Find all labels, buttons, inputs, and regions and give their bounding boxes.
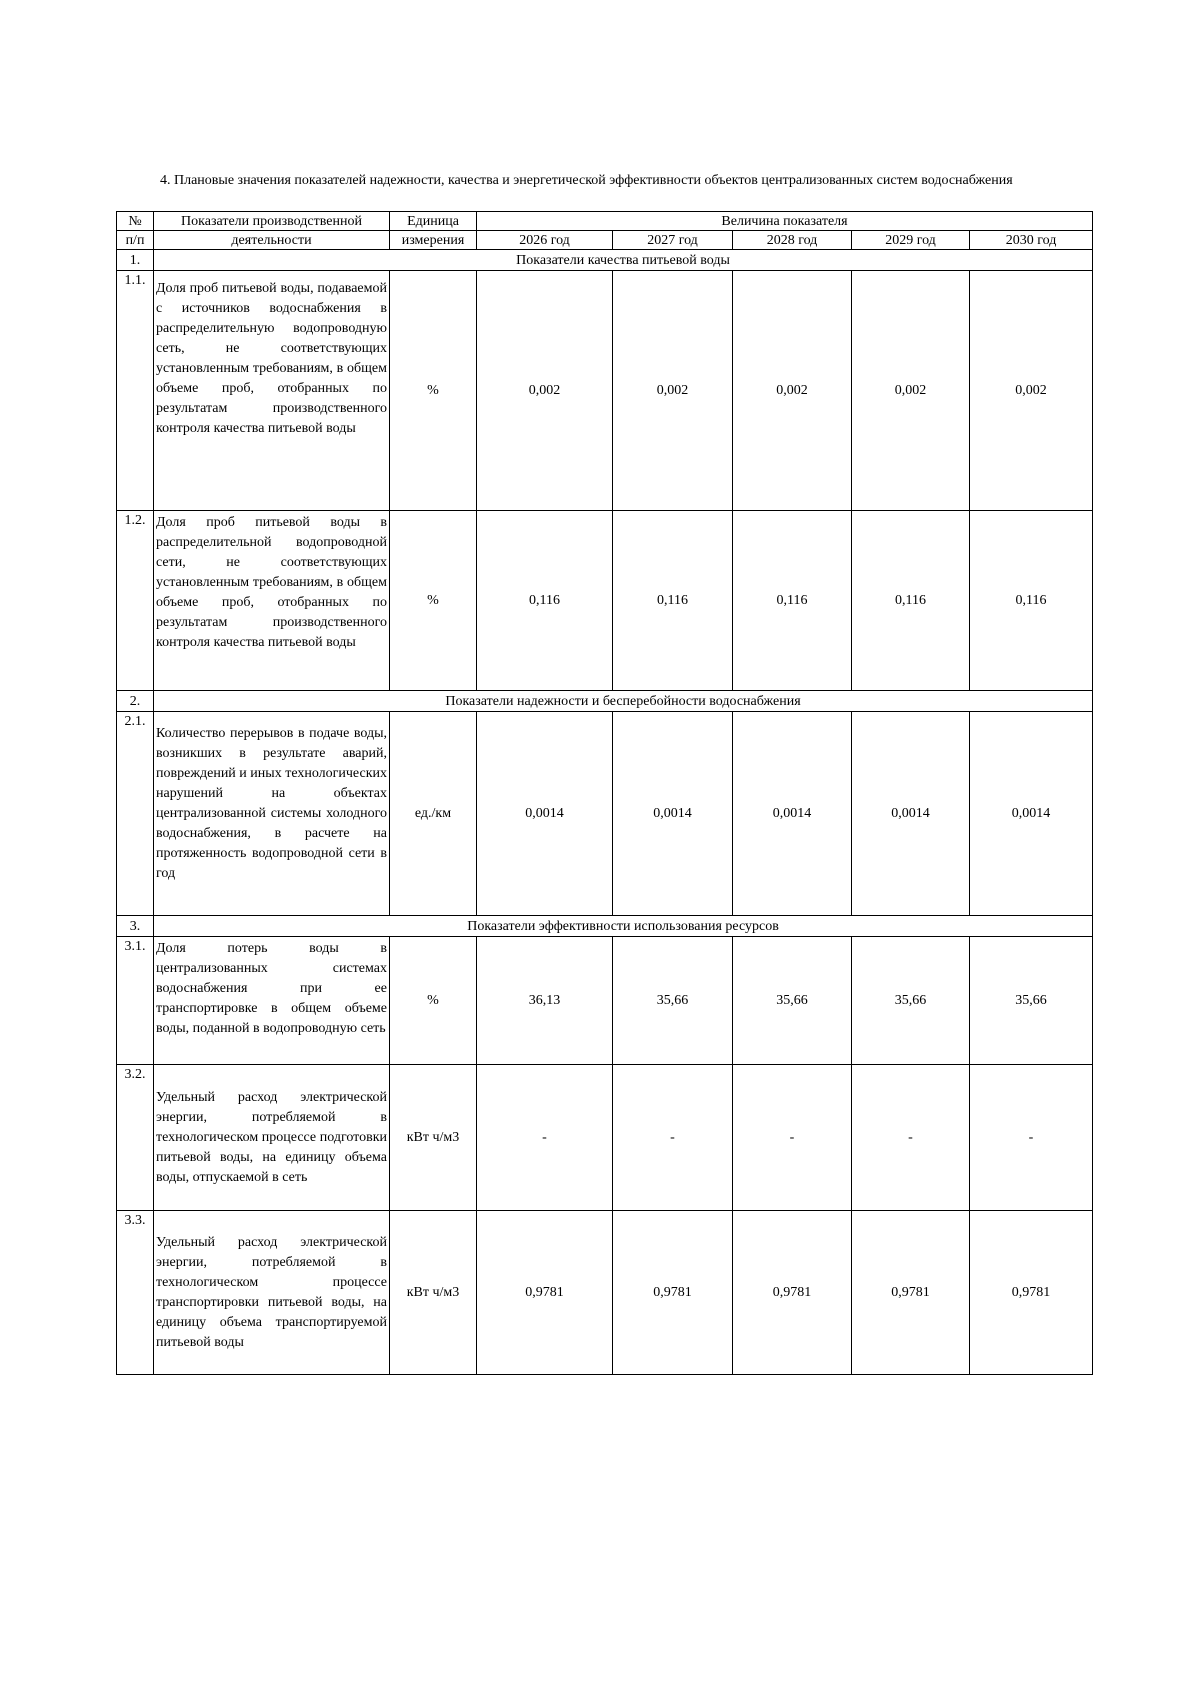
- table-row: [117, 1065, 1093, 1211]
- unit-cell: %: [390, 937, 477, 1065]
- table-row: [117, 712, 1093, 916]
- value-2026: -: [477, 1065, 613, 1211]
- value-2026: 0,0014: [477, 712, 613, 916]
- value-2027: 0,9781: [613, 1211, 733, 1375]
- header-value-group: Величина показателя: [477, 212, 1093, 231]
- table-row: [117, 1211, 1093, 1375]
- row-number: 2.1.: [117, 712, 154, 916]
- value-2030: -: [970, 1065, 1093, 1211]
- unit-cell: %: [390, 271, 477, 511]
- value-2026: 36,13: [477, 937, 613, 1065]
- value-2029: 0,002: [852, 271, 970, 511]
- value-2028: 35,66: [733, 937, 852, 1065]
- value-2028: 0,0014: [733, 712, 852, 916]
- value-2030: 35,66: [970, 937, 1093, 1065]
- header-num-top: №: [117, 212, 154, 231]
- row-number: 1.2.: [117, 511, 154, 691]
- indicator-description: Удельный расход электрической энергии, потребляемой в технологическом процессе транспортировки питьевой воды, на единицу объема транспортируемой питьевой воды: [154, 1211, 390, 1375]
- value-2026: 0,002: [477, 271, 613, 511]
- value-2029: 0,0014: [852, 712, 970, 916]
- row-number: 3.2.: [117, 1065, 154, 1211]
- unit-cell: ед./км: [390, 712, 477, 916]
- section-title: Показатели надежности и бесперебойности водоснабжения: [154, 691, 1093, 712]
- value-2030: 0,9781: [970, 1211, 1093, 1375]
- value-2029: 0,116: [852, 511, 970, 691]
- section-title: Показатели качества питьевой воды: [154, 250, 1093, 271]
- indicator-description: Доля проб питьевой воды, подаваемой с источников водоснабжения в распределительную водопроводную сеть, не соответствующих установленным требованиям, в общем объеме проб, отобранных по результатам производственного контроля качества питьевой воды: [154, 271, 390, 511]
- row-number: 3.1.: [117, 937, 154, 1065]
- header-unit-bottom: измерения: [390, 231, 477, 250]
- indicator-description: Доля потерь воды в централизованных системах водоснабжения при ее транспортировке в общем объеме воды, поданной в водопроводную сеть: [154, 937, 390, 1065]
- row-number: 1.1.: [117, 271, 154, 511]
- header-year-2030: 2030 год: [970, 231, 1093, 250]
- value-2030: 0,0014: [970, 712, 1093, 916]
- value-2028: -: [733, 1065, 852, 1211]
- header-indicator-bottom: деятельности: [154, 231, 390, 250]
- table-row: [117, 937, 1093, 1065]
- section-row: [117, 916, 1093, 937]
- indicators-table: [116, 211, 1093, 1375]
- section-number: 2.: [117, 691, 154, 712]
- header-year-2029: 2029 год: [852, 231, 970, 250]
- section-row: [117, 691, 1093, 712]
- value-2029: 35,66: [852, 937, 970, 1065]
- header-year-2028: 2028 год: [733, 231, 852, 250]
- value-2028: 0,9781: [733, 1211, 852, 1375]
- value-2026: 0,116: [477, 511, 613, 691]
- row-number: 3.3.: [117, 1211, 154, 1375]
- page-title: 4. Плановые значения показателей надежности, качества и энергетической эффективности объектов централизованных систем водоснабжения: [160, 173, 1013, 188]
- section-title: Показатели эффективности использования ресурсов: [154, 916, 1093, 937]
- section-row: [117, 250, 1093, 271]
- value-2029: 0,9781: [852, 1211, 970, 1375]
- value-2029: -: [852, 1065, 970, 1211]
- header-year-2026: 2026 год: [477, 231, 613, 250]
- value-2026: 0,9781: [477, 1211, 613, 1375]
- section-number: 3.: [117, 916, 154, 937]
- value-2027: 35,66: [613, 937, 733, 1065]
- value-2028: 0,002: [733, 271, 852, 511]
- header-num-bottom: п/п: [117, 231, 154, 250]
- table-row: [117, 511, 1093, 691]
- value-2027: 0,0014: [613, 712, 733, 916]
- indicator-description: Доля проб питьевой воды в распределительной водопроводной сети, не соответствующих установленным требованиям, в общем объеме проб, отобранных по результатам производственного контроля качества питьевой воды: [154, 511, 390, 691]
- value-2027: 0,116: [613, 511, 733, 691]
- indicator-description: Количество перерывов в подаче воды, возникших в результате аварий, повреждений и иных технологических нарушений на объектах централизованной системы холодного водоснабжения, в расчете на протяженность водопроводной сети в год: [154, 712, 390, 916]
- header-indicator-top: Показатели производственной: [154, 212, 390, 231]
- value-2030: 0,116: [970, 511, 1093, 691]
- indicator-description: Удельный расход электрической энергии, потребляемой в технологическом процессе подготовки питьевой воды, на единицу объема воды, отпускаемой в сеть: [154, 1065, 390, 1211]
- value-2028: 0,116: [733, 511, 852, 691]
- value-2030: 0,002: [970, 271, 1093, 511]
- unit-cell: кВт ч/м3: [390, 1211, 477, 1375]
- header-row-1: [117, 212, 1093, 231]
- unit-cell: %: [390, 511, 477, 691]
- header-year-2027: 2027 год: [613, 231, 733, 250]
- section-number: 1.: [117, 250, 154, 271]
- table-row: [117, 271, 1093, 511]
- header-row-2: [117, 231, 1093, 250]
- value-2027: -: [613, 1065, 733, 1211]
- unit-cell: кВт ч/м3: [390, 1065, 477, 1211]
- value-2027: 0,002: [613, 271, 733, 511]
- header-unit-top: Единица: [390, 212, 477, 231]
